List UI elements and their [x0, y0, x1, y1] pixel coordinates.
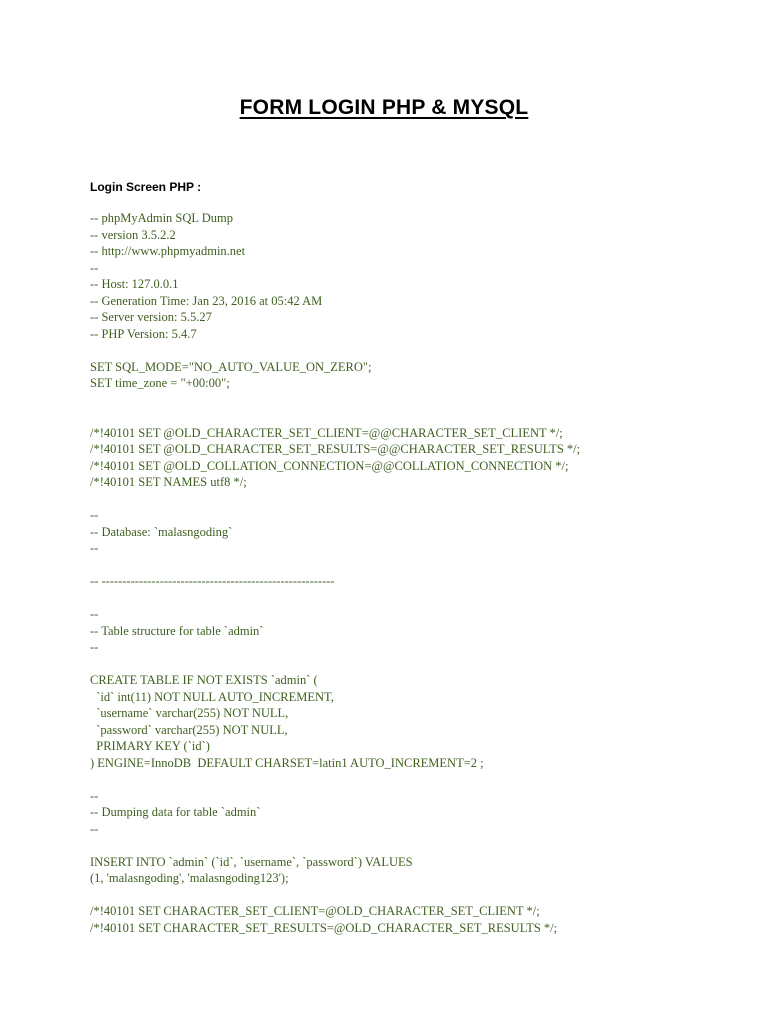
code-line: -- [90, 821, 99, 836]
code-line: -- Table structure for table `admin` [90, 623, 264, 638]
code-line [90, 491, 690, 508]
code-line: -- phpMyAdmin SQL Dump [90, 211, 233, 225]
code-line: -- [90, 788, 99, 803]
code-line [90, 837, 690, 854]
code-line [90, 656, 690, 673]
code-line: ) ENGINE=InnoDB DEFAULT CHARSET=latin1 AUTO_INCREMENT=2 ; [90, 755, 484, 770]
code-line: /*!40101 SET CHARACTER_SET_CLIENT=@OLD_CHARACTER_SET_CLIENT */; [90, 904, 540, 918]
code-line: INSERT INTO `admin` (`id`, `username`, `password`) VALUES [90, 854, 413, 869]
code-line: CREATE TABLE IF NOT EXISTS `admin` ( [90, 673, 318, 687]
section-subtitle: Login Screen PHP : [90, 180, 202, 194]
code-line: -- [90, 640, 99, 654]
code-line: `id` int(11) NOT NULL AUTO_INCREMENT, [90, 689, 334, 704]
code-line [90, 771, 690, 788]
code-line: -- http://www.phpmyadmin.net [90, 244, 246, 258]
code-line: -- version 3.5.2.2 [90, 227, 176, 242]
code-line: -- Database: `malasngoding` [90, 524, 233, 539]
code-line: /*!40101 SET @OLD_CHARACTER_SET_CLIENT=@@CHARACTER_SET_CLIENT */; [90, 425, 563, 440]
code-line: -- Server version: 5.5.27 [90, 310, 212, 324]
code-line: `password` varchar(255) NOT NULL, [90, 722, 288, 737]
code-line [90, 408, 690, 425]
code-line: -- PHP Version: 5.4.7 [90, 326, 197, 341]
code-line: -- [90, 508, 99, 522]
code-line: SET time_zone = "+00:00"; [90, 376, 230, 390]
code-line: /*!40101 SET NAMES utf8 */; [90, 475, 247, 489]
code-line [90, 557, 690, 574]
code-line: -- Host: 127.0.0.1 [90, 277, 179, 291]
code-line: /*!40101 SET CHARACTER_SET_RESULTS=@OLD_CHARACTER_SET_RESULTS */; [90, 920, 558, 935]
code-line [90, 342, 690, 359]
code-line: -- Generation Time: Jan 23, 2016 at 05:42 AM [90, 293, 323, 308]
code-line: /*!40101 SET @OLD_CHARACTER_SET_RESULTS=@@CHARACTER_SET_RESULTS */; [90, 442, 581, 456]
code-line: -- -------------------------------------------------------- [90, 574, 335, 588]
code-line: -- [90, 607, 99, 621]
code-line: /*!40101 SET @OLD_COLLATION_CONNECTION=@@COLLATION_CONNECTION */; [90, 458, 569, 473]
code-line [90, 590, 690, 607]
code-line: -- [90, 541, 99, 555]
code-line: PRIMARY KEY (`id`) [90, 739, 210, 753]
document-title: FORM LOGIN PHP & MYSQL [239, 96, 529, 119]
code-line: `username` varchar(255) NOT NULL, [90, 706, 289, 720]
code-line [90, 887, 690, 904]
code-line: (1, 'malasngoding', 'malasngoding123'); [90, 871, 289, 885]
code-line: -- Dumping data for table `admin` [90, 805, 261, 819]
code-line: SET SQL_MODE="NO_AUTO_VALUE_ON_ZERO"; [90, 359, 372, 374]
code-line [90, 392, 690, 409]
sql-code-block [90, 210, 690, 936]
code-line: -- [90, 260, 99, 275]
